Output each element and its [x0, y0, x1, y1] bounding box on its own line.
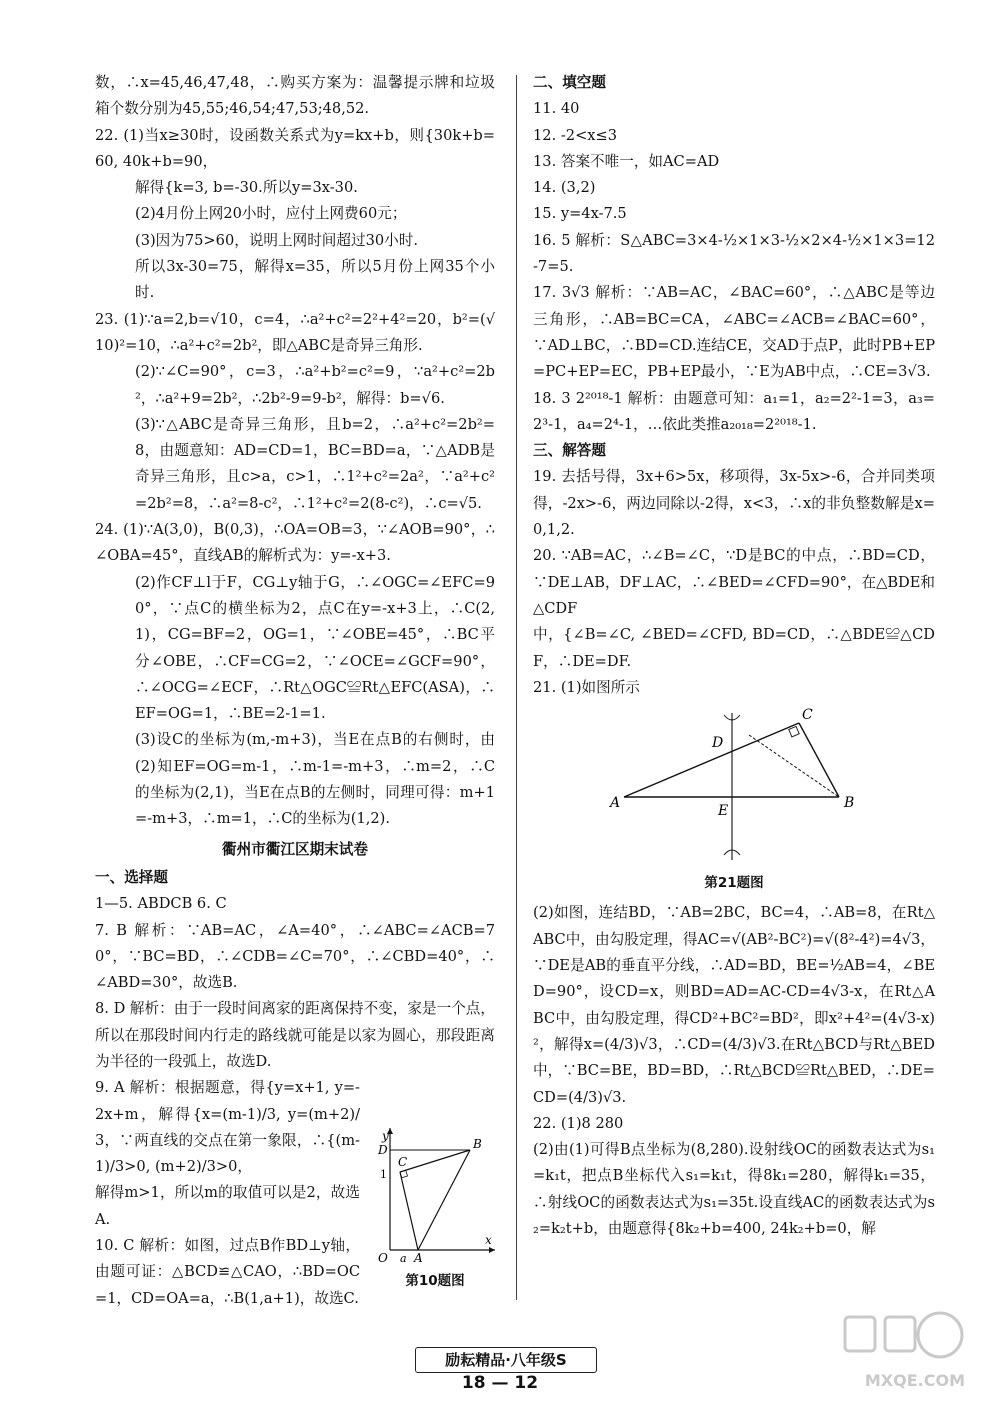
q24-part1: 24. (1)∵A(3,0)，B(0,3)，∴OA=OB=3，∵∠AOB=90°，∴∠OBA=45°，直线AB的解析式为：y=-x+3.	[95, 521, 495, 565]
q23-part2: (2)∵∠C=90°，c=3，∴a²+b²=c²=9，∵a²+c²=2b²，∴a²+9=2b²，∴2b²-9=9-b²，解得：b=√6.	[135, 363, 495, 407]
right-column	[533, 70, 935, 1242]
label-O: O	[378, 1251, 388, 1265]
segment-CB	[799, 723, 839, 797]
answer-21-part2: (2)如图，连结BD，∵AB=2BC，BC=4，∴AB=8，在Rt△ABC中，由勾股定理，得AC=√(AB²-BC²)=√(8²-4²)=4√3，∵DE是AB的垂直平分线，∴AD=BD，BE=½AB=4，∠BED=90°，设CD=x，则BD=AD=AC-CD=4√3-x，在Rt△ABC中，由勾股定理，得CD²+BC²=BD²，即x²+4²=(4√3-x)²，解得x=(4/3)√3，∴CD=(4/3)√3.在Rt△BCD与Rt△BED中，∵BC=BE，BD=BD，∴Rt△BCD≌Rt△BED，∴DE=CD=(4/3)√3.	[533, 904, 935, 1106]
answer-10: 10. C 解析：如图，过点B作BD⊥y轴，由题可证：△BCD≌△CAO，∴BD=OC=1，CD=OA=a，∴B(1,a+1)，故选C.	[95, 1237, 360, 1307]
answer-9: 9. A 解析：根据题意，得{y=x+1, y=-2x+m，解得{x=(m-1)/3, y=(m+2)/3，∵两直线的交点在第一象限，∴{(m-1)/3>0, (m+2)/3>0，	[95, 1079, 360, 1176]
segment-CB	[400, 1150, 470, 1172]
footer-brand: 励耘精品·八年级S	[415, 1347, 597, 1373]
label-A: A	[414, 1251, 423, 1265]
label-D: D	[378, 1143, 388, 1157]
right-angle-C	[789, 727, 799, 737]
figure-10-caption: 第10题图	[405, 1273, 465, 1289]
watermark	[835, 1305, 965, 1390]
label-B: B	[473, 1137, 482, 1151]
answer-22-part2: (2)由(1)可得B点坐标为(8,280).设射线OC的函数表达式为s₁=k₁t，把点B坐标代入s₁=k₁t，得8k₁=280，解得k₁=35，∴射线OC的函数表达式为s₁=35t.设直线AC的函数表达式为s₂=k₂t+b，由题意得{8k₂+b=400, 24k₂+b=0，解	[533, 1141, 935, 1237]
label-1: 1	[380, 1168, 387, 1181]
label-B: B	[844, 795, 855, 812]
figure-21-diagram	[604, 705, 864, 870]
q22-part2: (2)4月份上网20小时，应付上网费60元；	[135, 205, 407, 223]
watermark-text: MXQE.COM	[864, 1371, 965, 1390]
x-axis-arrow	[489, 1247, 495, 1253]
segment-DB-dashed	[749, 735, 839, 797]
label-a: a	[400, 1252, 407, 1265]
figure-21-caption: 第21题图	[704, 875, 764, 892]
answer-13: 13. 答案不唯一，如AC=AD	[533, 152, 720, 170]
section-choice-heading: 一、选择题	[95, 868, 168, 886]
answer-15: 15. y=4x-7.5	[533, 205, 627, 223]
figure-10	[370, 1120, 500, 1293]
q23-part3: (3)∵△ABC是奇异三角形，且b=2，∴a²+c²=2b²=8，由题意知：AD=CD=1，BC=BD=a，∵△ADB是奇异三角形，且c>a，c>1，∴1²+c²=2a²，∵a²+c²=2b²=8，∴a²=8-c²，∴1²+c²=2(8-c²)，∴c=√5.	[135, 415, 495, 512]
label-D: D	[712, 735, 724, 752]
q24-part3: (3)设C的坐标为(m,-m+3)，当E在点B的右侧时，由(2)知EF=OG=m-1，∴m-1=-m+3，∴m=2，∴C的坐标为(2,1)，当E在点B的左侧时，同理可得：m+1=-m+3，∴m=1，∴C的坐标为(1,2).	[135, 731, 495, 828]
q22-part3a: (3)因为75>60，说明上网时间超过30小时.	[135, 231, 418, 249]
section-fill-heading: 二、填空题	[533, 74, 606, 91]
segment-CA	[400, 1172, 418, 1250]
label-E: E	[718, 803, 729, 820]
q24-part2: (2)作CF⊥l于F，CG⊥y轴于G，∴∠OGC=∠EFC=90°，∵点C的横坐标为2，点C在y=-x+3上，∴C(2,1)，CG=BF=2，OG=1，∵∠OBE=45°，∴BC平分∠OBE，∴CF=CG=2，∵∠OCE=∠GCF=90°，∴∠OCG=∠ECF，∴Rt△OGC≌Rt△EFC(ASA)，∴EF=OG=1，∴BE=2-1=1.	[135, 573, 495, 723]
q22-solve: 解得{k=3, b=-30.所以y=3x-30.	[135, 179, 358, 197]
answer-22-part1: 22. (1)8 280	[533, 1114, 624, 1132]
answer-19: 19. 去括号得，3x+6>5x，移项得，3x-5x>-6，合并同类项得，-2x>-6，两边同除以-2得，x<3，∴x的非负整数解是x=0,1,2.	[533, 468, 935, 539]
answer-20-system: 中，{∠B=∠C, ∠BED=∠CFD, BD=CD，∴△BDE≌△CDF，∴DE=DF.	[533, 626, 935, 670]
answer-9-end: 解得m>1，所以m的取值可以是2，故选A.	[95, 1184, 360, 1228]
label-C: C	[398, 1155, 408, 1169]
q23-part1: 23. (1)∵a=2,b=√10，c=4，∴a²+c²=2²+4²=20，b²=(√10)²=10，∴a²+c²=2b²，即△ABC是奇异三角形.	[95, 310, 495, 354]
answer-14: 14. (3,2)	[533, 179, 596, 197]
answers-1-6: 1—5. ABDCB 6. C	[95, 895, 227, 913]
page-number: 18 — 12	[461, 1373, 539, 1393]
section-solve-heading: 三、解答题	[533, 442, 606, 460]
answer-7: 7. B 解析：∵AB=AC，∠A=40°，∴∠ABC=∠ACB=70°，∵BC=BD，∴∠CDB=∠C=70°，∴∠CBD=40°，∴∠ABD=30°，故选B.	[95, 921, 495, 992]
figure-10-diagram	[370, 1120, 500, 1265]
label-y: y	[382, 1129, 389, 1143]
q22-part1: 22. (1)当x≥30时，设函数关系式为y=kx+b，则{30k+b=60, 40k+b=90，	[95, 126, 495, 170]
answer-12: 12. -2<x≤3	[533, 126, 618, 144]
label-C: C	[802, 707, 813, 724]
left-intro: 数，∴x=45,46,47,48，∴购买方案为：温馨提示牌和垃圾箱个数分别为45,55;46,54;47,53;48,52.	[95, 74, 495, 118]
watermark-logo-icon	[835, 1305, 965, 1365]
answer-20: 20. ∵AB=AC，∴∠B=∠C，∵D是BC的中点，∴BD=CD，∵DE⊥AB，DF⊥AC，∴∠BED=∠CFD=90°，在△BDE和△CDF	[533, 547, 935, 617]
answer-8: 8. D 解析：由于一段时间离家的距离保持不变，家是一个点，所以在那段时间内行走的路线就可能是以家为圆心，那段距离为半径的一段弧上，故选D.	[95, 1000, 495, 1070]
answer-18: 18. 3 2²⁰¹⁸-1 解析：由题意可知：a₁=1，a₂=2²-1=3，a₃=2³-1，a₄=2⁴-1，…依此类推a₂₀₁₈=2²⁰¹⁸-1.	[533, 389, 935, 433]
segment-AB	[418, 1150, 470, 1250]
label-A: A	[610, 795, 621, 812]
q22-part3b: 所以3x-30=75，解得x=35，所以5月份上网35个小时.	[135, 258, 495, 302]
answer-11: 11. 40	[533, 100, 580, 118]
answer-16: 16. 5 解析：S△ABC=3×4-½×1×3-½×2×4-½×1×3=12-7=5.	[533, 231, 935, 276]
answer-21-part1: 21. (1)如图所示	[533, 678, 640, 696]
label-x: x	[485, 1233, 492, 1247]
exam-title: 衢州市衢江区期末试卷	[222, 840, 368, 858]
answer-17: 17. 3√3 解析：∵AB=AC，∠BAC=60°，∴△ABC是等边三角形，∴AB=BC=CA，∠ABC=∠ACB=∠BAC=60°，∵AD⊥BC，∴BD=CD.连结CE，交AD于点P，此时PB+EP=PC+EP=EC，PB+EP最小，∵E为AB中点，∴CE=3√3.	[533, 284, 936, 381]
column-divider	[516, 75, 517, 1300]
